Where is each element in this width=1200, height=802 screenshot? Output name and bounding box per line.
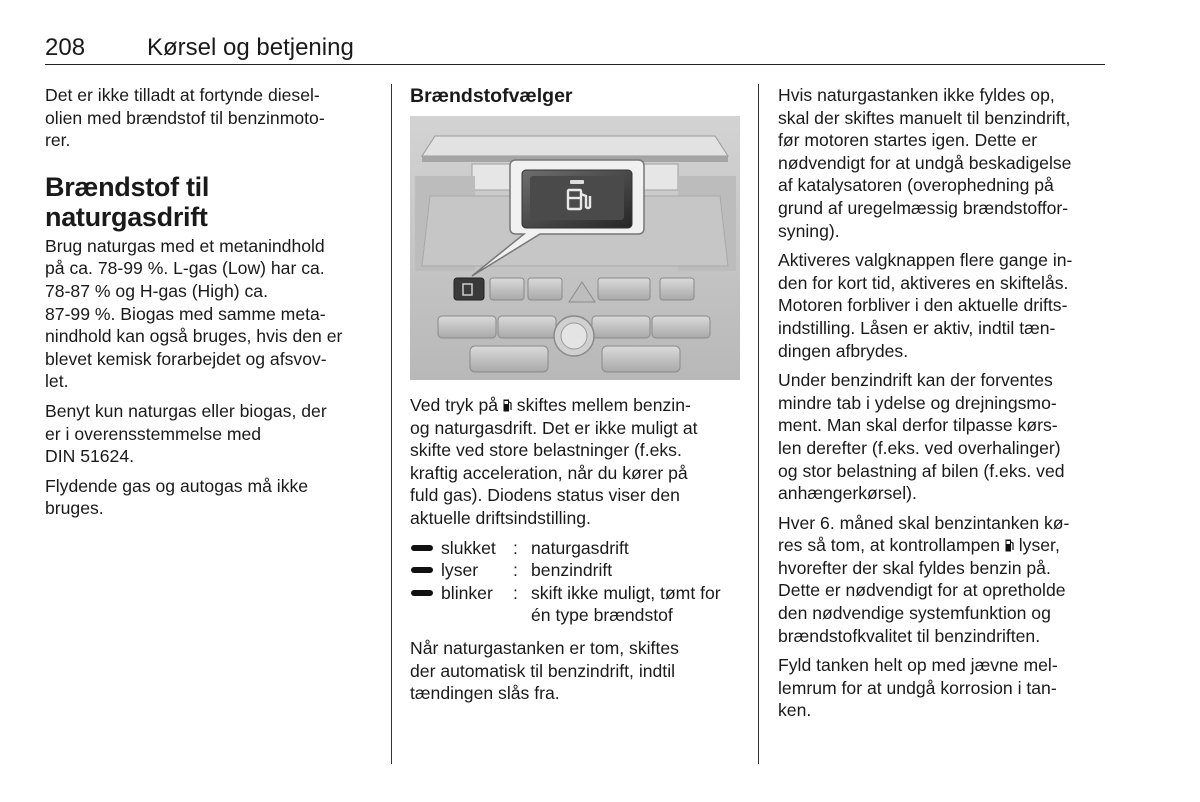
status-name: slukket — [441, 537, 496, 558]
separator: : — [513, 582, 518, 603]
paragraph: Når naturgastanken er tom, skiftes der automatisk til benzindrift, indtil tændingen slås fra. — [410, 637, 679, 704]
led-indicator-icon — [411, 590, 433, 596]
paragraph: Aktiveres valgknappen flere gange in- den for kort tid, aktiveres en skiftelås. Motoren forbliver i den aktuelle drifts- indstilling. Låsen er aktiv, indtil tæn- dingen afbrydes. — [778, 250, 1073, 361]
status-description: naturgasdrift — [531, 537, 629, 558]
page-header — [45, 34, 1105, 65]
paragraph — [410, 394, 742, 530]
column-1 — [45, 84, 375, 527]
list-item — [410, 537, 742, 560]
subsection-heading: Brændstofvælger — [410, 85, 573, 107]
paragraph: Under benzindrift kan der forventes mindre tab i ydelse og drejningsmo- ment. Man skal derfor tilpasse kørs- len derefter (f.eks. ved overhalinger) og stor belastning af bilen (f.eks. ved anhængerkørsel). — [778, 370, 1065, 504]
chapter-title: Kørsel og betjening — [147, 34, 354, 61]
paragraph — [778, 512, 1108, 648]
fuel-pump-icon — [503, 399, 512, 412]
status-name: blinker — [441, 582, 493, 603]
list-item — [410, 559, 742, 582]
fuel-selector-illustration — [410, 116, 740, 380]
paragraph: Brug naturgas med et metanindhold på ca. 78-99 %. L-gas (Low) har ca. 78-87 % og H-gas (High) ca. 87-99 %. Biogas med samme meta- nindhold kan også bruges, hvis den er blevet kemisk forarbejdet og afsvov- let. — [45, 235, 343, 392]
led-indicator-icon — [411, 545, 433, 551]
paragraph: Det er ikke tilladt at fortynde diesel- olien med brændstof til benzinmoto- rer. — [45, 85, 325, 151]
text-span: lyser, hvorefter der skal fyldes benzin på. Dette er nødvendigt for at opretholde den nødvendige systemfunktion og brændstofkvalitet til benzindriften. — [778, 535, 1066, 646]
diode-status-list — [410, 537, 742, 627]
paragraph: Benyt kun naturgas eller biogas, der er i overensstemmelse med DIN 51624. — [45, 400, 327, 467]
dashboard-drawing — [410, 116, 740, 380]
paragraph: Flydende gas og autogas må ikke bruges. — [45, 475, 309, 519]
fuel-pump-icon — [1005, 539, 1014, 552]
paragraph: Fyld tanken helt op med jævne mel- lemrum for at undgå korrosion i tan- ken. — [778, 655, 1058, 721]
status-name: lyser — [441, 560, 479, 581]
paragraph: Hvis naturgastanken ikke fyldes op, skal der skiftes manuelt til benzindrift, før motoren startes igen. Dette er nødvendigt for at undgå beskadigelse af katalysatoren (overophedning på grund af uregelmæssig brændstoffor- syning). — [778, 85, 1072, 241]
column-2 — [410, 84, 742, 712]
text-span: Ved tryk på — [410, 395, 503, 415]
list-item — [410, 582, 742, 627]
separator: : — [513, 537, 518, 558]
text-span: skiftes mellem benzin- og naturgasdrift. Det er ikke muligt at skifte ved store belastninger (f.eks. kraftig acceleration, når du kører på fuld gas). Diodens status viser den aktuelle driftsindstilling. — [410, 395, 698, 528]
section-heading: Brændstof til naturgasdrift — [45, 171, 210, 232]
separator: : — [513, 560, 518, 581]
status-description: skift ikke muligt, tømt for én type brændstof — [531, 582, 721, 626]
column-3 — [778, 84, 1108, 729]
text-span: Hver 6. måned skal benzintanken kø- res så tom, at kontrollampen — [778, 512, 1070, 556]
column-divider — [391, 84, 392, 764]
led-indicator-icon — [411, 567, 433, 573]
page-number: 208 — [45, 34, 86, 61]
column-divider — [758, 84, 759, 764]
status-description: benzindrift — [531, 560, 613, 581]
